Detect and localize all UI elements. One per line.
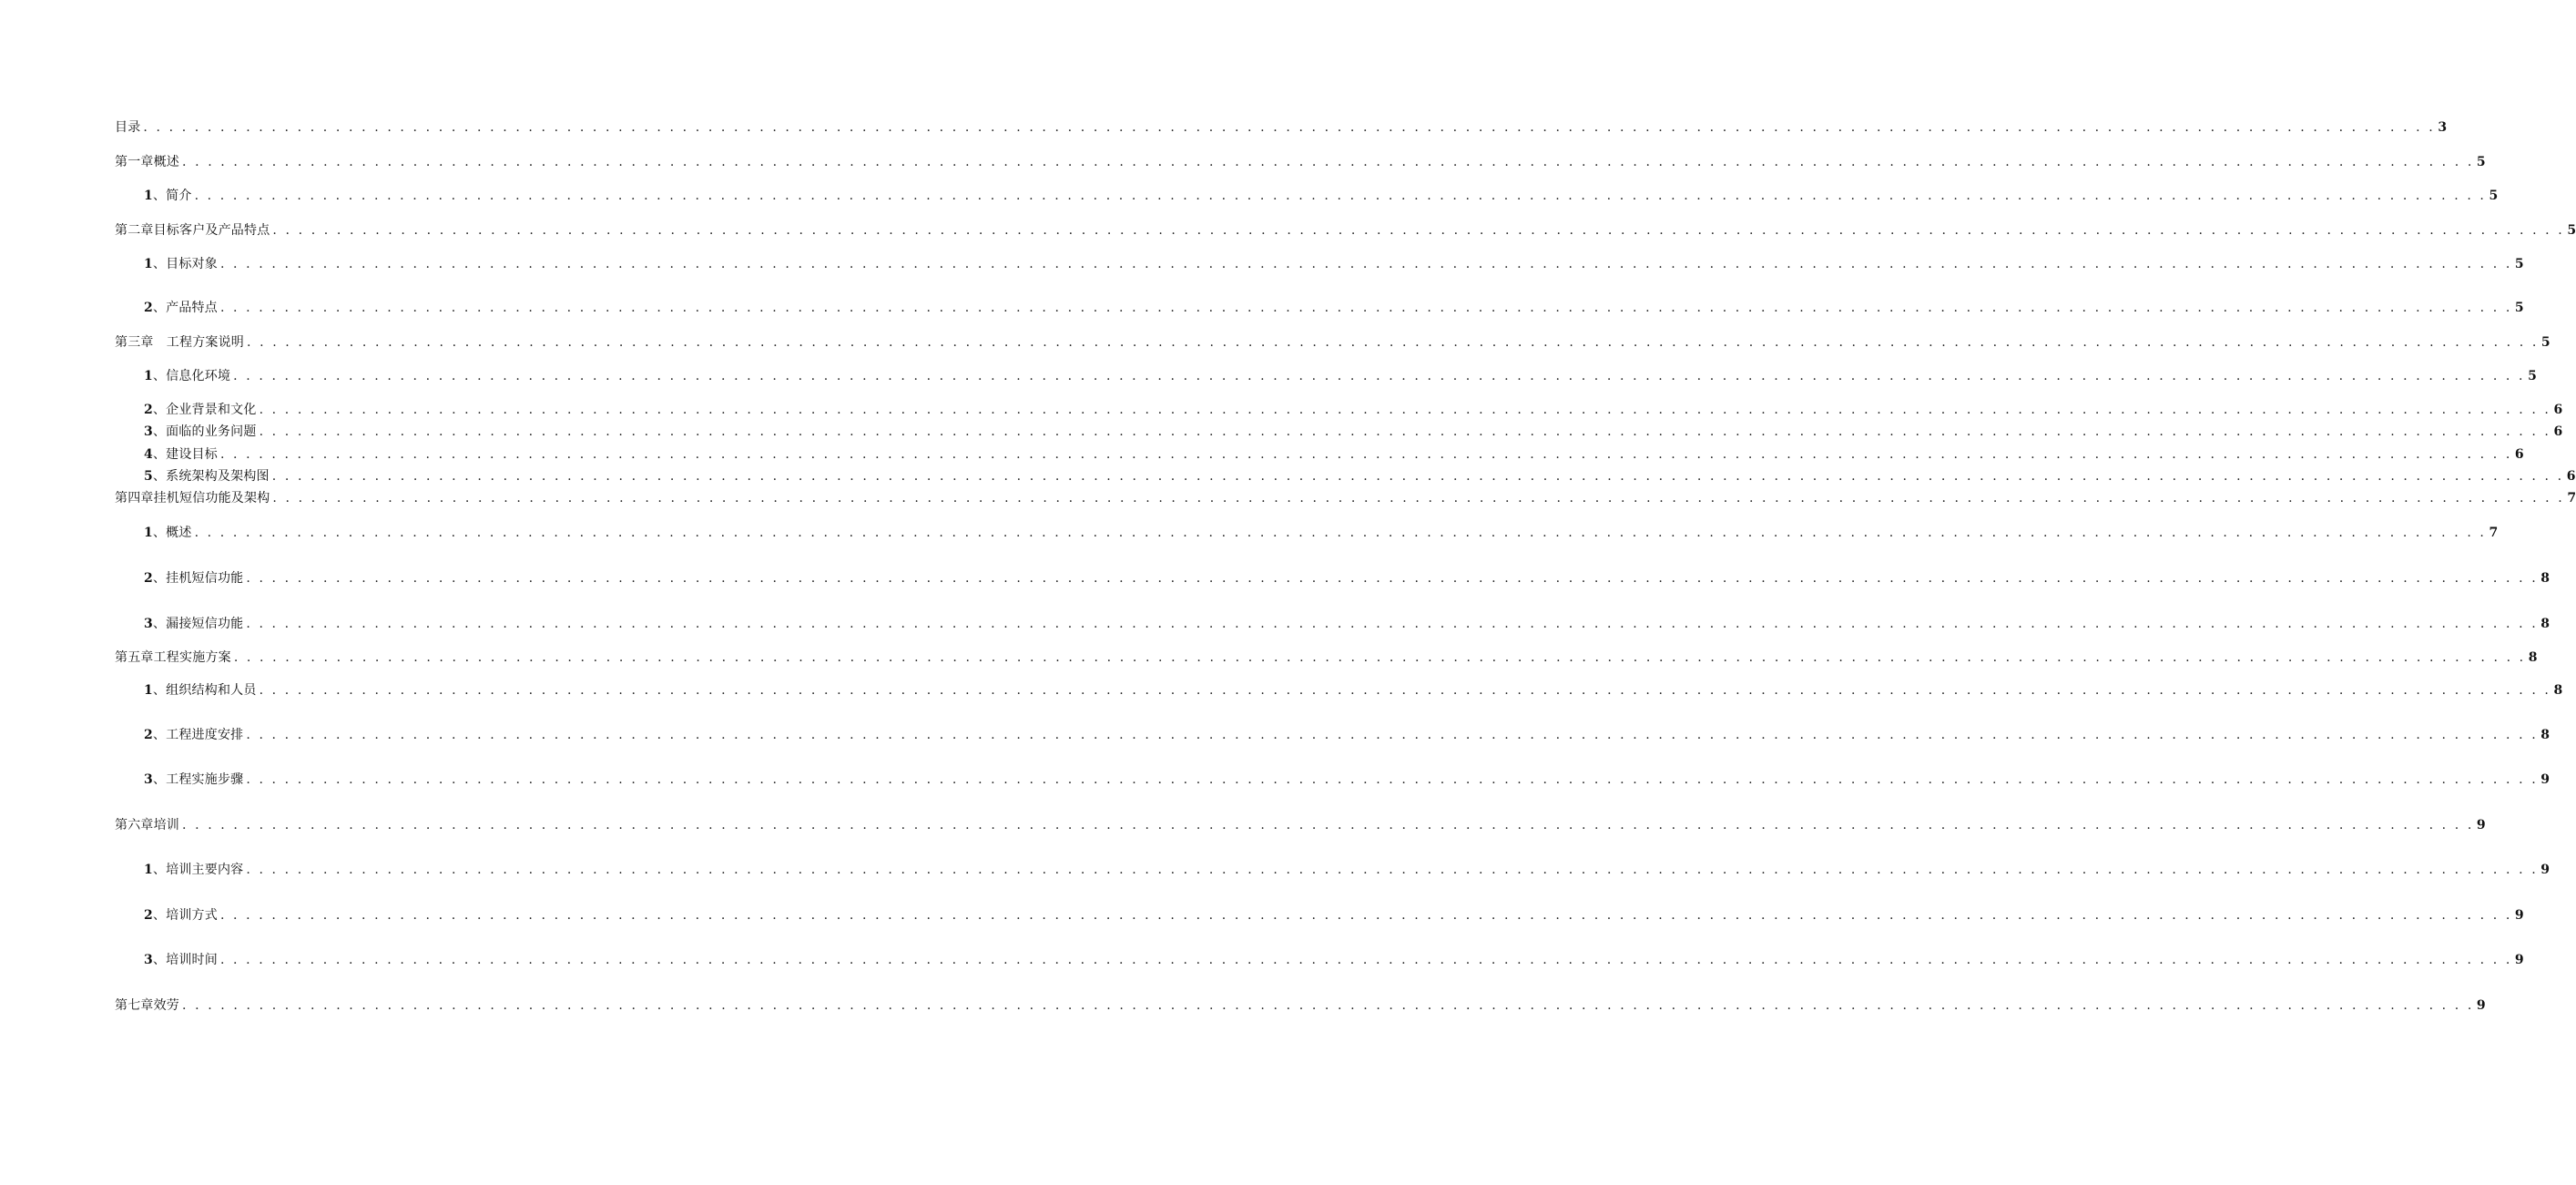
toc-entry-6-1[interactable] — [0, 860, 2551, 878]
toc-entry-title: 1、概述 — [144, 526, 192, 540]
toc-entry-title: 3、工程实施步骤 — [144, 772, 244, 787]
toc-dot-leader: . . . . . . . . . . . . . . . . . . . . . . . . . . . . . . . . . . . . . . . . . . . . . . . . . . . . . . . . . . . . . . . . . . . . . . . . . . . . . . . . . . . . . . . . . . . . . . . . . . . . . . . . . . . . . . . . . . . . . . . . . . . . . . . . . . . . . . . . . . . . . . . . . . . . . . . . . . . . . . . . . . . . . . . . . . . . . . . . . . . — [272, 223, 2565, 238]
toc-entry-chapter-4[interactable] — [0, 488, 2576, 506]
toc-page-number: 9 — [2540, 863, 2551, 877]
toc-entry-title: 2、培训方式 — [144, 908, 218, 923]
toc-page-number: 8 — [2540, 617, 2551, 631]
toc-entry-6-3[interactable] — [0, 950, 2524, 968]
toc-dot-leader: . . . . . . . . . . . . . . . . . . . . . . . . . . . . . . . . . . . . . . . . . . . . . . . . . . . . . . . . . . . . . . . . . . . . . . . . . . . . . . . . . . . . . . . . . . . . . . . . . . . . . . . . . . . . . . . . . . . . . . . . . . . . . . . . . . . . . . . . . . . . . . . . . . . . . . . . . . . . . . . . . . . . . . . . . . . . . . . . . . . — [259, 424, 2551, 439]
toc-page-number: 5 — [2528, 369, 2537, 383]
toc-page-number: 6 — [2553, 403, 2563, 417]
toc-dot-leader: . . . . . . . . . . . . . . . . . . . . . . . . . . . . . . . . . . . . . . . . . . . . . . . . . . . . . . . . . . . . . . . . . . . . . . . . . . . . . . . . . . . . . . . . . . . . . . . . . . . . . . . . . . . . . . . . . . . . . . . . . . . . . . . . . . . . . . . . . . . . . . . . . . . . . . . . . . . . . . . . . . . . . . . . . . . . . . . . . . . — [194, 189, 2487, 203]
toc-dot-leader: . . . . . . . . . . . . . . . . . . . . . . . . . . . . . . . . . . . . . . . . . . . . . . . . . . . . . . . . . . . . . . . . . . . . . . . . . . . . . . . . . . . . . . . . . . . . . . . . . . . . . . . . . . . . . . . . . . . . . . . . . . . . . . . . . . . . . . . . . . . . . . . . . . . . . . . . . . . . . . . . . . . . . . . . . . . . . . . . . . . — [271, 469, 2564, 484]
toc-entry-title: 目录 — [115, 120, 141, 135]
toc-entry-2-2[interactable] — [0, 298, 2524, 316]
toc-entry-title: 1、目标对象 — [144, 257, 218, 271]
toc-dot-leader: . . . . . . . . . . . . . . . . . . . . . . . . . . . . . . . . . . . . . . . . . . . . . . . . . . . . . . . . . . . . . . . . . . . . . . . . . . . . . . . . . . . . . . . . . . . . . . . . . . . . . . . . . . . . . . . . . . . . . . . . . . . . . . . . . . . . . . . . . . . . . . . . . . . . . . . . . . . . . . . . . . . . . . . . . . . . . . . . . . . — [246, 728, 2539, 742]
toc-page-number: 9 — [2514, 953, 2524, 967]
toc-entry-title: 1、信息化环境 — [144, 369, 231, 383]
toc-page-number: 7 — [2567, 491, 2576, 506]
toc-entry-5-3[interactable] — [0, 770, 2551, 788]
toc-entry-chapter-3[interactable] — [0, 332, 2551, 351]
toc-entry-4-3[interactable] — [0, 614, 2551, 632]
toc-page-number: 9 — [2476, 818, 2486, 833]
toc-entry-2-1[interactable] — [0, 254, 2524, 272]
toc-entry-3-2[interactable] — [0, 400, 2563, 418]
toc-dot-leader: . . . . . . . . . . . . . . . . . . . . . . . . . . . . . . . . . . . . . . . . . . . . . . . . . . . . . . . . . . . . . . . . . . . . . . . . . . . . . . . . . . . . . . . . . . . . . . . . . . . . . . . . . . . . . . . . . . . . . . . . . . . . . . . . . . . . . . . . . . . . . . . . . . . . . . . . . . . . . . . . . . . . . . . . . . . . . . . . . . . — [219, 908, 2512, 923]
toc-dot-leader: . . . . . . . . . . . . . . . . . . . . . . . . . . . . . . . . . . . . . . . . . . . . . . . . . . . . . . . . . . . . . . . . . . . . . . . . . . . . . . . . . . . . . . . . . . . . . . . . . . . . . . . . . . . . . . . . . . . . . . . . . . . . . . . . . . . . . . . . . . . . . . . . . . . . . . . . . . . . . . . . . . . . . . . . . . . . . . . . . . . — [194, 526, 2487, 540]
toc-entry-title: 第一章概述 — [115, 155, 179, 169]
toc-dot-leader: . . . . . . . . . . . . . . . . . . . . . . . . . . . . . . . . . . . . . . . . . . . . . . . . . . . . . . . . . . . . . . . . . . . . . . . . . . . . . . . . . . . . . . . . . . . . . . . . . . . . . . . . . . . . . . . . . . . . . . . . . . . . . . . . . . . . . . . . . . . . . . . . . . . . . . . . . . . . . . . . . . . . . . . . . . . . . . . . . . . — [272, 491, 2565, 506]
toc-page-number: 3 — [2438, 120, 2448, 135]
toc-entry-title: 1、简介 — [144, 189, 192, 203]
toc-page-number: 9 — [2540, 772, 2551, 787]
toc-page-number: 5 — [2489, 189, 2499, 203]
toc-page-number: 8 — [2540, 728, 2551, 742]
toc-page-number: 7 — [2489, 526, 2499, 540]
toc-page-number: 6 — [2566, 469, 2576, 484]
toc-dot-leader: . . . . . . . . . . . . . . . . . . . . . . . . . . . . . . . . . . . . . . . . . . . . . . . . . . . . . . . . . . . . . . . . . . . . . . . . . . . . . . . . . . . . . . . . . . . . . . . . . . . . . . . . . . . . . . . . . . . . . . . . . . . . . . . . . . . . . . . . . . . . . . . . . . . . . . . . . . . . . . . . . . . . . . . . . . . . . . . . . . . — [182, 155, 2474, 169]
toc-entry-4-1[interactable] — [0, 523, 2499, 541]
toc-entry-title: 2、企业背景和文化 — [144, 403, 257, 417]
toc-entry-title: 3、面临的业务问题 — [144, 424, 257, 439]
toc-entry-title: 3、漏接短信功能 — [144, 617, 244, 631]
toc-page-number: 8 — [2553, 683, 2563, 698]
toc-entry-5-2[interactable] — [0, 725, 2551, 743]
toc-entry-chapter-1[interactable] — [0, 152, 2486, 170]
toc-dot-leader: . . . . . . . . . . . . . . . . . . . . . . . . . . . . . . . . . . . . . . . . . . . . . . . . . . . . . . . . . . . . . . . . . . . . . . . . . . . . . . . . . . . . . . . . . . . . . . . . . . . . . . . . . . . . . . . . . . . . . . . . . . . . . . . . . . . . . . . . . . . . . . . . . . . . . . . . . . . . . . . . . . . . . . . . . . . . . . . . . . . — [246, 772, 2539, 787]
toc-dot-leader: . . . . . . . . . . . . . . . . . . . . . . . . . . . . . . . . . . . . . . . . . . . . . . . . . . . . . . . . . . . . . . . . . . . . . . . . . . . . . . . . . . . . . . . . . . . . . . . . . . . . . . . . . . . . . . . . . . . . . . . . . . . . . . . . . . . . . . . . . . . . . . . . . . . . . . . . . . . . . . . . . . . . . . . . . . . . . . . . . . . — [233, 369, 2526, 383]
toc-entry-title: 1、组织结构和人员 — [144, 683, 257, 698]
toc-entry-title: 第五章工程实施方案 — [115, 650, 231, 665]
toc-entry-1-1[interactable] — [0, 186, 2499, 204]
toc-dot-leader: . . . . . . . . . . . . . . . . . . . . . . . . . . . . . . . . . . . . . . . . . . . . . . . . . . . . . . . . . . . . . . . . . . . . . . . . . . . . . . . . . . . . . . . . . . . . . . . . . . . . . . . . . . . . . . . . . . . . . . . . . . . . . . . . . . . . . . . . . . . . . . . . . . . . . . . . . . . . . . . . . . . . . . . . . . . . . . . . . . . — [182, 998, 2474, 1013]
toc-page-number: 5 — [2514, 301, 2524, 315]
toc-entry-title: 第三章 工程方案说明 — [115, 335, 244, 350]
toc-entry-6-2[interactable] — [0, 905, 2524, 924]
toc-entry-title: 4、建设目标 — [144, 447, 218, 462]
toc-page-number: 5 — [2540, 335, 2551, 350]
toc-entry-chapter-2[interactable] — [0, 220, 2576, 239]
toc-entry-5-1[interactable] — [0, 680, 2563, 699]
toc-entry-3-4[interactable] — [0, 444, 2524, 463]
toc-dot-leader: . . . . . . . . . . . . . . . . . . . . . . . . . . . . . . . . . . . . . . . . . . . . . . . . . . . . . . . . . . . . . . . . . . . . . . . . . . . . . . . . . . . . . . . . . . . . . . . . . . . . . . . . . . . . . . . . . . . . . . . . . . . . . . . . . . . . . . . . . . . . . . . . . . . . . . . . . . . . . . . . . . . . . . . . . . . . . . . . . . . — [259, 683, 2551, 698]
toc-entry-title: 1、培训主要内容 — [144, 863, 244, 877]
toc-entry-chapter-5[interactable] — [0, 648, 2538, 666]
toc-entry-3-3[interactable] — [0, 422, 2563, 440]
toc-page-number: 8 — [2528, 650, 2538, 665]
toc-entry-title: 2、工程进度安排 — [144, 728, 244, 742]
toc-entry-chapter-7[interactable] — [0, 996, 2486, 1014]
toc-dot-leader: . . . . . . . . . . . . . . . . . . . . . . . . . . . . . . . . . . . . . . . . . . . . . . . . . . . . . . . . . . . . . . . . . . . . . . . . . . . . . . . . . . . . . . . . . . . . . . . . . . . . . . . . . . . . . . . . . . . . . . . . . . . . . . . . . . . . . . . . . . . . . . . . . . . . . . . . . . . . . . . . . . . . . . . . . . . . . . . . . . . — [219, 301, 2512, 315]
toc-entry-title: 3、培训时间 — [144, 953, 218, 967]
toc-entry-title: 第七章效劳 — [115, 998, 179, 1013]
toc-dot-leader: . . . . . . . . . . . . . . . . . . . . . . . . . . . . . . . . . . . . . . . . . . . . . . . . . . . . . . . . . . . . . . . . . . . . . . . . . . . . . . . . . . . . . . . . . . . . . . . . . . . . . . . . . . . . . . . . . . . . . . . . . . . . . . . . . . . . . . . . . . . . . . . . . . . . . . . . . . . . . . . . . . . . . . . . . . . . . . . . . . . — [182, 818, 2474, 833]
toc-page-number: 8 — [2540, 571, 2551, 586]
toc-entry-title: 第二章目标客户及产品特点 — [115, 223, 270, 238]
toc-entry-title: 第六章培训 — [115, 818, 179, 833]
toc-page-number: 5 — [2567, 223, 2576, 238]
toc-dot-leader: . . . . . . . . . . . . . . . . . . . . . . . . . . . . . . . . . . . . . . . . . . . . . . . . . . . . . . . . . . . . . . . . . . . . . . . . . . . . . . . . . . . . . . . . . . . . . . . . . . . . . . . . . . . . . . . . . . . . . . . . . . . . . . . . . . . . . . . . . . . . . . . . . . . . . . . . . . . . . . . . . . . . . . . . . . . . . . . . . . . — [219, 257, 2512, 271]
toc-dot-leader: . . . . . . . . . . . . . . . . . . . . . . . . . . . . . . . . . . . . . . . . . . . . . . . . . . . . . . . . . . . . . . . . . . . . . . . . . . . . . . . . . . . . . . . . . . . . . . . . . . . . . . . . . . . . . . . . . . . . . . . . . . . . . . . . . . . . . . . . . . . . . . . . . . . . . . . . . . . . . . . . . . . . . . . . . . . . . . . . . . . — [233, 650, 2526, 665]
toc-dot-leader: . . . . . . . . . . . . . . . . . . . . . . . . . . . . . . . . . . . . . . . . . . . . . . . . . . . . . . . . . . . . . . . . . . . . . . . . . . . . . . . . . . . . . . . . . . . . . . . . . . . . . . . . . . . . . . . . . . . . . . . . . . . . . . . . . . . . . . . . . . . . . . . . . . . . . . . . . . . . . . . . . . . . . . . . . . . . . . . . . . . — [259, 403, 2551, 417]
toc-page-number: 5 — [2514, 257, 2524, 271]
toc-entry-title: 2、产品特点 — [144, 301, 218, 315]
toc-entry-3-1[interactable] — [0, 366, 2537, 384]
toc-entry-title: 第四章挂机短信功能及架构 — [115, 491, 270, 506]
toc-entry-3-5[interactable] — [0, 466, 2576, 485]
toc-page-number: 9 — [2514, 908, 2524, 923]
toc-page-number: 5 — [2476, 155, 2486, 169]
toc-page-number: 6 — [2553, 424, 2563, 439]
toc-entry-chapter-6[interactable] — [0, 815, 2486, 833]
toc-page-number: 9 — [2476, 998, 2486, 1013]
toc-dot-leader: . . . . . . . . . . . . . . . . . . . . . . . . . . . . . . . . . . . . . . . . . . . . . . . . . . . . . . . . . . . . . . . . . . . . . . . . . . . . . . . . . . . . . . . . . . . . . . . . . . . . . . . . . . . . . . . . . . . . . . . . . . . . . . . . . . . . . . . . . . . . . . . . . . . . . . . . . . . . . . . . . . . . . . . . . . . . . . . . . . . — [219, 953, 2512, 967]
toc-entry-contents[interactable] — [0, 117, 2448, 136]
toc-entry-4-2[interactable] — [0, 568, 2551, 587]
toc-dot-leader: . . . . . . . . . . . . . . . . . . . . . . . . . . . . . . . . . . . . . . . . . . . . . . . . . . . . . . . . . . . . . . . . . . . . . . . . . . . . . . . . . . . . . . . . . . . . . . . . . . . . . . . . . . . . . . . . . . . . . . . . . . . . . . . . . . . . . . . . . . . . . . . . . . . . . . . . . . . . . . . . . . . . . . . . . . . . . . . . . . . — [246, 617, 2539, 631]
toc-dot-leader: . . . . . . . . . . . . . . . . . . . . . . . . . . . . . . . . . . . . . . . . . . . . . . . . . . . . . . . . . . . . . . . . . . . . . . . . . . . . . . . . . . . . . . . . . . . . . . . . . . . . . . . . . . . . . . . . . . . . . . . . . . . . . . . . . . . . . . . . . . . . . . . . . . . . . . . . . . . . . . . . . . . . . . . . . . . . . . . . . . . — [219, 447, 2512, 462]
toc-entry-title: 5、系统架构及架构图 — [144, 469, 270, 484]
toc-page-number: 6 — [2514, 447, 2524, 462]
toc-dot-leader: . . . . . . . . . . . . . . . . . . . . . . . . . . . . . . . . . . . . . . . . . . . . . . . . . . . . . . . . . . . . . . . . . . . . . . . . . . . . . . . . . . . . . . . . . . . . . . . . . . . . . . . . . . . . . . . . . . . . . . . . . . . . . . . . . . . . . . . . . . . . . . . . . . . . . . . . . . . . . . . . . . . . . . . . . . . . . . . . . . . — [247, 335, 2539, 350]
toc-dot-leader: . . . . . . . . . . . . . . . . . . . . . . . . . . . . . . . . . . . . . . . . . . . . . . . . . . . . . . . . . . . . . . . . . . . . . . . . . . . . . . . . . . . . . . . . . . . . . . . . . . . . . . . . . . . . . . . . . . . . . . . . . . . . . . . . . . . . . . . . . . . . . . . . . . . . . . . . . . . . . . . . . . . . . . . . . . . . . . . . . . . — [246, 571, 2539, 586]
toc-dot-leader: . . . . . . . . . . . . . . . . . . . . . . . . . . . . . . . . . . . . . . . . . . . . . . . . . . . . . . . . . . . . . . . . . . . . . . . . . . . . . . . . . . . . . . . . . . . . . . . . . . . . . . . . . . . . . . . . . . . . . . . . . . . . . . . . . . . . . . . . . . . . . . . . . . . . . . . . . . . . . . . . . . . . . . . . . . . . . . . . . . . — [143, 120, 2436, 135]
toc-dot-leader: . . . . . . . . . . . . . . . . . . . . . . . . . . . . . . . . . . . . . . . . . . . . . . . . . . . . . . . . . . . . . . . . . . . . . . . . . . . . . . . . . . . . . . . . . . . . . . . . . . . . . . . . . . . . . . . . . . . . . . . . . . . . . . . . . . . . . . . . . . . . . . . . . . . . . . . . . . . . . . . . . . . . . . . . . . . . . . . . . . . — [246, 863, 2539, 877]
toc-entry-title: 2、挂机短信功能 — [144, 571, 244, 586]
